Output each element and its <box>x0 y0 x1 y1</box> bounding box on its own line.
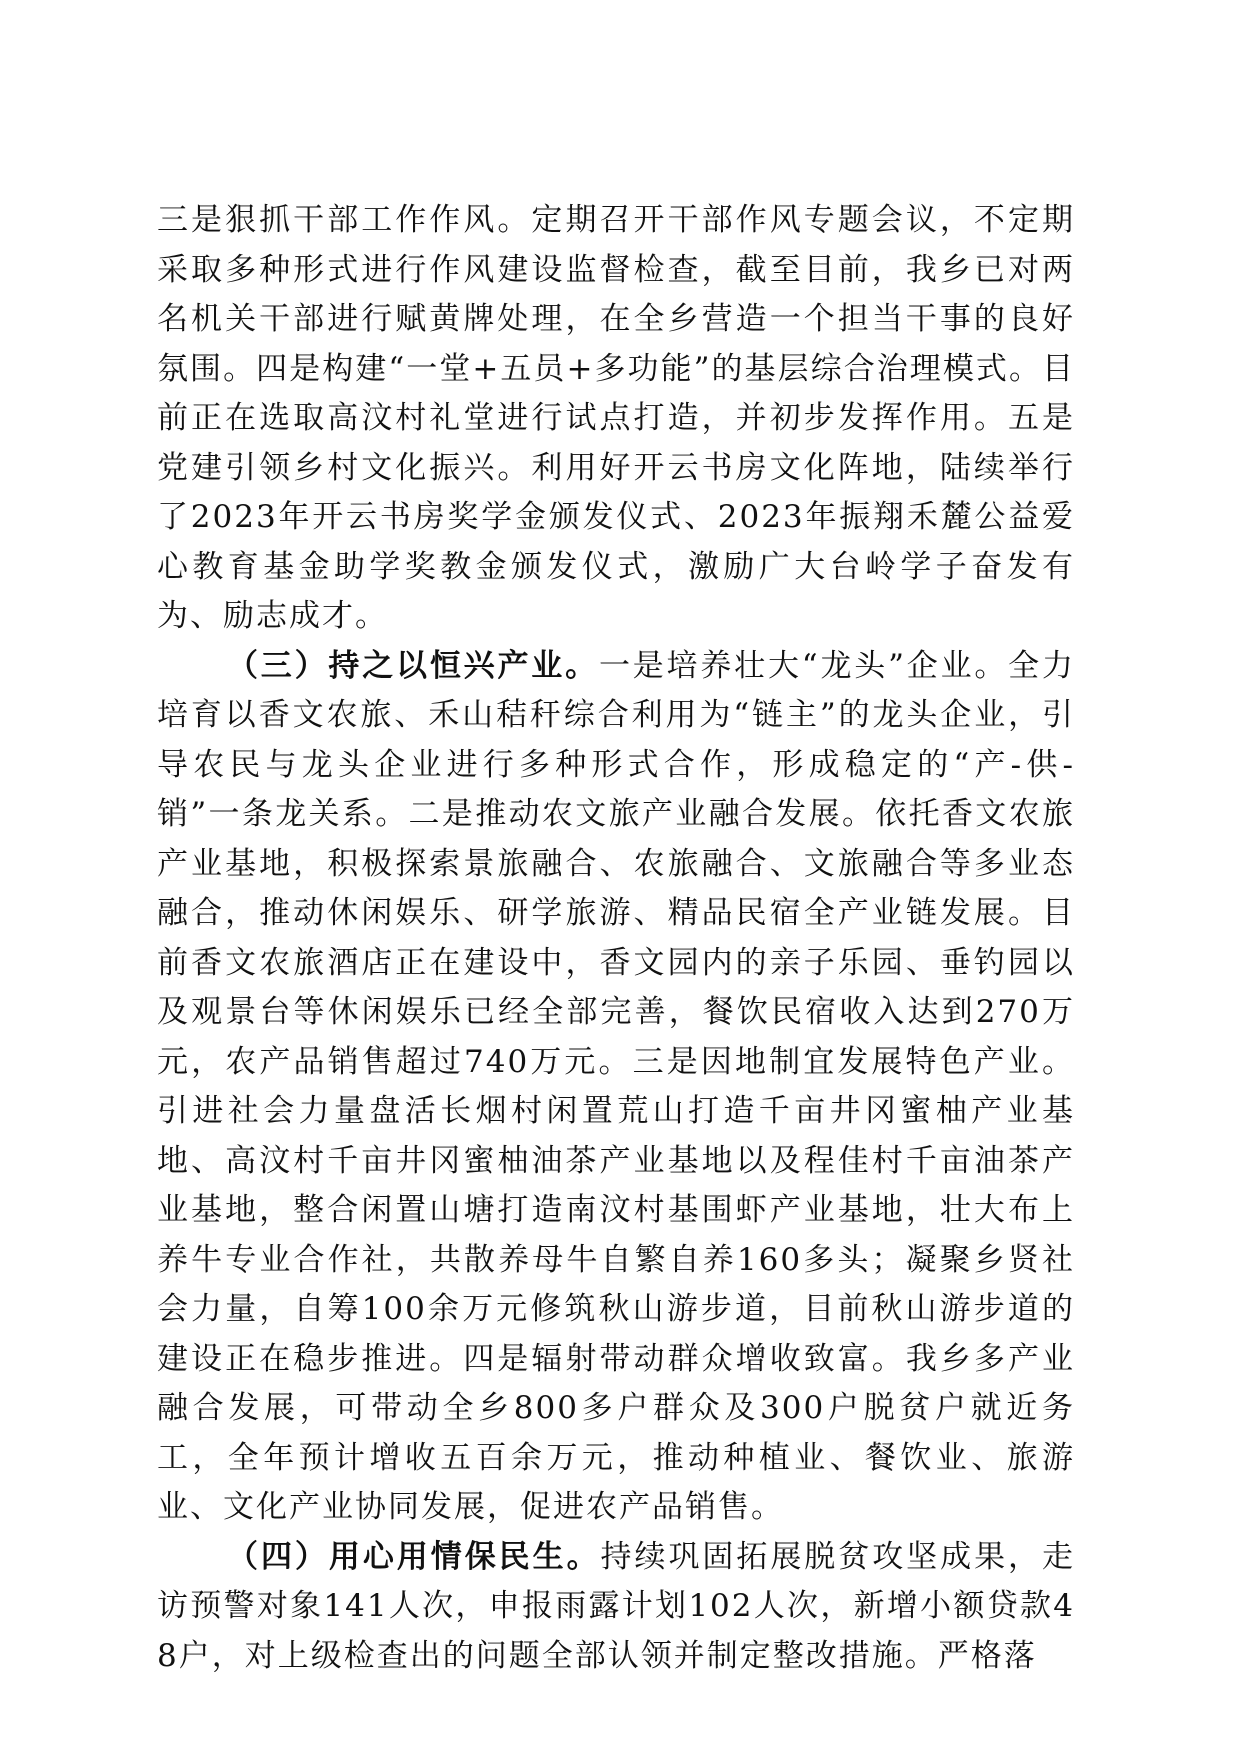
paragraph-text: 持续巩固拓展脱贫攻坚成果，走访预警对象141人次，申报雨露计划102人次，新增小额贷款48户，对上级检查出的问题全部认领并制定整改措施。严格落 <box>157 1538 1076 1674</box>
document-body <box>157 196 1075 1681</box>
section-heading-4: （四）用心用情保民生。 <box>227 1538 601 1575</box>
paragraph-section-4 <box>157 1533 1075 1682</box>
paragraph-section-3 <box>157 642 1075 1533</box>
paragraph-text: 一是培养壮大“龙头”企业。全力培育以香文农旅、禾山秸秆综合利用为“链主”的龙头企业，引导农民与龙头企业进行多种形式合作，形成稳定的“产-供-销”一条龙关系。二是推动农文旅产业融合发展。依托香文农旅产业基地，积极探索景旅融合、农旅融合、文旅融合等多业态融合，推动休闲娱乐、研学旅游、精品民宿全产业链发展。目前香文农旅酒店正在建设中，香文园内的亲子乐园、垂钓园以及观景台等休闲娱乐已经全部完善，餐饮民宿收入达到270万元，农产品销售超过740万元。三是因地制宜发展特色产业。引进社会力量盘活长烟村闲置荒山打造千亩井冈蜜柚产业基地、高汶村千亩井冈蜜柚油茶产业基地以及程佳村千亩油茶产业基地，整合闲置山塘打造南汶村基围虾产业基地，壮大布上养牛专业合作社，共散养母牛自繁自养160多头；凝聚乡贤社会力量，自筹100余万元修筑秋山游步道，目前秋山游步道的建设正在稳步推进。四是辐射带动群众增收致富。我乡多产业融合发展，可带动全乡800多户群众及300户脱贫户就近务工，全年预计增收五百余万元，推动种植业、餐饮业、旅游业、文化产业协同发展，促进农产品销售。 <box>157 647 1075 1525</box>
paragraph-text: 三是狠抓干部工作作风。定期召开干部作风专题会议，不定期采取多种形式进行作风建设监督检查，截至目前，我乡已对两名机关干部进行赋黄牌处理，在全乡营造一个担当干事的良好氛围。四是构建“一堂+五员+多功能”的基层综合治理模式。目前正在选取高汶村礼堂进行试点打造，并初步发挥作用。五是党建引领乡村文化振兴。利用好开云书房文化阵地，陆续举行了2023年开云书房奖学金颁发仪式、2023年振翔禾麓公益爱心教育基金助学奖教金颁发仪式，激励广大台岭学子奋发有为、励志成才。 <box>157 202 1075 634</box>
section-heading-3: （三）持之以恒兴产业。 <box>227 647 599 684</box>
paragraph-continuation <box>157 196 1075 642</box>
